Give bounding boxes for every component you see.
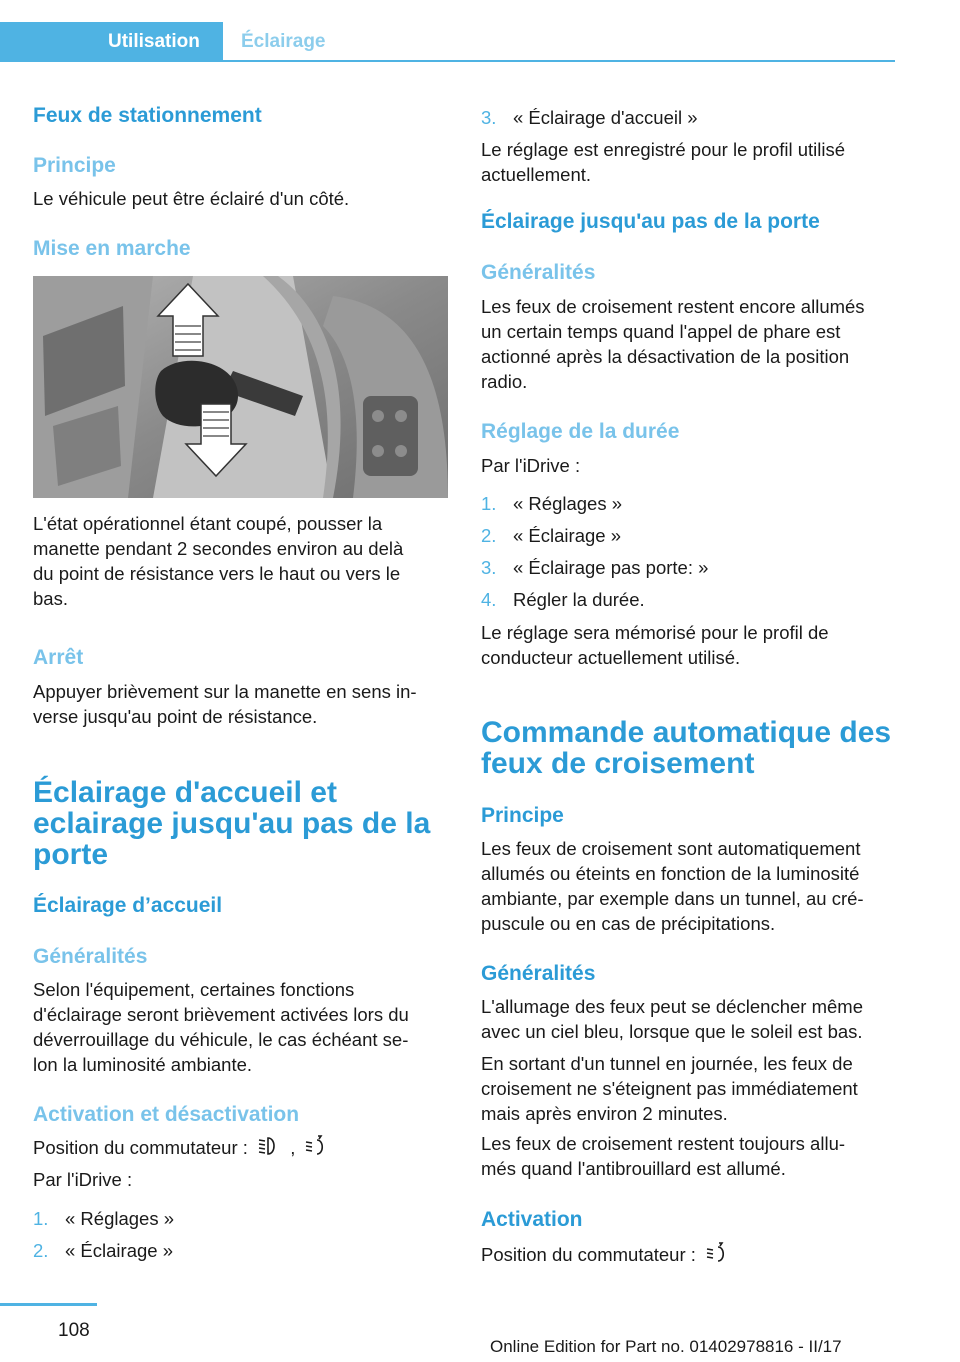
header-rule [0,60,895,62]
list-item: 2. « Éclairage » [33,1240,173,1261]
heading-welcome-lighting: Éclairage d'accueil et eclairage jusqu'au pas de la porte [33,776,431,871]
heading-parking-lights: Feux de stationnement [33,104,262,127]
heading-activation: Activation [481,1208,583,1231]
heading-general-2: Généralités [481,962,596,985]
paragraph-switch-position: Position du commutateur : , [33,1134,451,1164]
header-chapter-label: Éclairage [241,31,326,52]
heading-principle: Principe [33,154,116,177]
paragraph-general-a: L'allumage des feux peut se déclencher même avec un ciel bleu, lorsque que le soleil est bas. [481,996,863,1042]
paragraph-general: Selon l'équipement, certaines fonctions d'éclairage seront brièvement activées lors du déverrouillage du véhicule, le cas échéant se‐ lon la luminosité ambiante. [33,979,409,1075]
list-item: 3. « Éclairage d'accueil » [481,107,698,128]
heading-automatic-low-beam: Commande automatique des feux de croisement [481,716,892,780]
header-section-label: Utilisation [108,31,200,52]
paragraph-setting-memorized: Le réglage sera mémorisé pour le profil de conducteur actuellement utilisé. [481,622,829,668]
stalk-illustration [33,276,448,498]
list-item: 2. « Éclairage » [481,525,621,546]
heading-welcome: Éclairage d’accueil [33,894,223,917]
list-item: 1. « Réglages » [481,493,623,514]
paragraph-general-b: En sortant d'un tunnel en journée, les feux de croisement ne s'éteignent pas immédiatement mais après environ 2 minutes. [481,1053,858,1124]
heading-pathway-lighting: Éclairage jusqu'au pas de la porte [481,210,820,233]
list-item: 1. « Réglages » [33,1208,175,1229]
paragraph-general: Les feux de croisement restent encore allumés un certain temps quand l'appel de phare est actionné après la désactivation de la position radio. [481,296,865,392]
paragraph-principle: Les feux de croisement sont automatiquement allumés ou éteints en fonction de la luminosité ambiante, par exemple dans un tunnel, au cré‐ puscule ou en cas de précipitations. [481,838,864,934]
paragraph-switch-position: Position du commutateur : [481,1241,899,1271]
heading-stop: Arrêt [33,646,84,669]
paragraph-principle: Le véhicule peut être éclairé d'un côté. [33,188,350,209]
header-section-tab [0,22,223,62]
heading-duration: Réglage de la durée [481,420,680,443]
automatic-headlight-icon [705,1241,729,1271]
heading-general: Généralités [33,945,148,968]
low-beam-auto-icon [257,1134,281,1164]
heading-principle: Principe [481,804,564,827]
list-item: 3. « Éclairage pas porte: » [481,557,709,578]
paragraph-setting-saved: Le réglage est enregistré pour le profil utilisé actuellement. [481,139,846,185]
heading-switch-on: Mise en marche [33,237,191,260]
page-number: 108 [58,1320,90,1341]
footer-rule [0,1303,97,1306]
paragraph-idrive: Par l'iDrive : [33,1169,133,1190]
edition-note: Online Edition for Part no. 01402978816 - II/17 [490,1337,842,1356]
heading-general: Généralités [481,261,596,284]
automatic-headlight-icon [304,1134,328,1164]
heading-activation: Activation et désactivation [33,1103,300,1126]
paragraph-idrive: Par l'iDrive : [481,455,581,476]
list-item: 4. Régler la durée. [481,589,645,610]
paragraph-general-c: Les feux de croisement restent toujours allu‐ més quand l'antibrouillard est allumé. [481,1133,846,1179]
paragraph-stop: Appuyer brièvement sur la manette en sens in‐ verse jusqu'au point de résistance. [33,681,417,727]
paragraph-switch-on: L'état opérationnel étant coupé, pousser la manette pendant 2 secondes environ au delà du point de résistance vers le haut ou vers le bas. [33,513,404,609]
